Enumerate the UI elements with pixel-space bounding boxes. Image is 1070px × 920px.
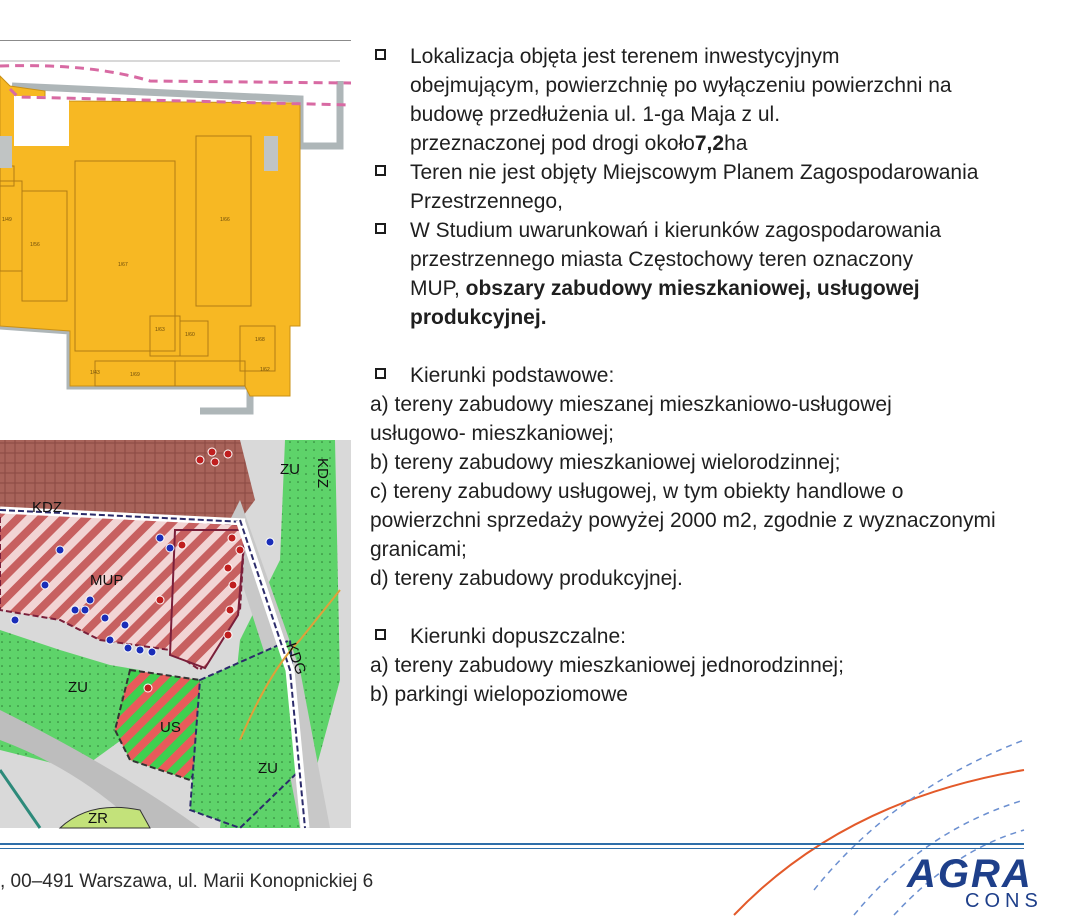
text-line: Kierunki podstawowe: xyxy=(410,364,615,387)
parcel-label: 1/68 xyxy=(255,337,265,343)
text-line: obejmującym, powierzchnię po wyłączeniu powierzchni na xyxy=(410,74,952,97)
text-bold: obszary zabudowy mieszkaniowej, usługowej xyxy=(465,277,920,300)
map-label-zu: ZU xyxy=(258,760,278,777)
site-plan-map xyxy=(0,40,351,427)
text-line: Lokalizacja objęta jest terenem inwestycyjnym xyxy=(410,45,840,68)
parcel-label: 1/69 xyxy=(130,372,140,378)
text-line: Przestrzennego, xyxy=(410,190,563,213)
text-line: a) tereny zabudowy mieszkaniowej jednorodzinnej; xyxy=(370,654,844,677)
description-text xyxy=(370,42,1070,709)
checkbox-bullet-icon xyxy=(375,629,386,640)
checkbox-bullet-icon xyxy=(375,223,386,234)
bullet-item xyxy=(370,622,1070,651)
text-bold: produkcyjnej. xyxy=(410,306,547,329)
company-logo-subtitle: CONS xyxy=(965,890,1043,912)
map-label-kdz: KDZ xyxy=(32,499,62,516)
bullet-item xyxy=(370,361,1070,390)
zoning-study-map xyxy=(0,440,351,828)
map-label-kdg: KDG xyxy=(282,640,310,677)
text-line: Kierunki dopuszczalne: xyxy=(410,625,626,648)
text-line: granicami; xyxy=(370,538,467,561)
checkbox-bullet-icon xyxy=(375,165,386,176)
map-label-kdz-vertical: KDZ xyxy=(314,458,331,488)
text-line: usługowo- mieszkaniowej; xyxy=(370,422,614,445)
text-line: przestrzennego miasta Częstochowy teren oznaczony xyxy=(410,248,914,271)
company-logo: AGRA xyxy=(907,852,1033,896)
text-line: d) tereny zabudowy produkcyjnej. xyxy=(370,567,683,590)
text-line xyxy=(410,274,1070,303)
map-label-zu: ZU xyxy=(280,461,300,478)
text-line xyxy=(410,303,1070,332)
text-line: powierzchni sprzedaży powyżej 2000 m2, zgodnie z wyznaczonymi xyxy=(370,509,996,532)
checkbox-bullet-icon xyxy=(375,368,386,379)
parcel-label: 1/49 xyxy=(2,217,12,223)
map-label-mup: MUP xyxy=(90,572,124,589)
parcel-label: 1/63 xyxy=(155,327,165,333)
parcel-label: 1/62 xyxy=(260,367,270,373)
parcel-label: 1/56 xyxy=(30,242,40,248)
map-label-zu: ZU xyxy=(68,679,88,696)
parcel-label: 1/66 xyxy=(220,217,230,223)
parcel-label: 1/43 xyxy=(90,370,100,376)
map-label-us: US xyxy=(160,719,181,736)
footer-divider xyxy=(0,848,1024,849)
bullet-item xyxy=(370,42,1070,158)
map-label-zr: ZR xyxy=(88,810,108,827)
text-line: b) parkingi wielopoziomowe xyxy=(370,683,628,706)
text-line: b) tereny zabudowy mieszkaniowej wielorodzinnej; xyxy=(370,451,841,474)
text-line: W Studium uwarunkowań i kierunków zagospodarowania xyxy=(410,219,942,242)
parcel-label: 1/67 xyxy=(118,262,128,268)
text-fragment: ha xyxy=(724,132,748,155)
bullet-item xyxy=(370,158,1070,216)
text-line: a) tereny zabudowy mieszanej mieszkaniowo-usługowej xyxy=(370,393,892,416)
footer-address: , 00–491 Warszawa, ul. Marii Konopnickiej 6 xyxy=(0,871,374,892)
text-line: budowę przedłużenia ul. 1-ga Maja z ul. xyxy=(410,103,781,126)
text-line xyxy=(410,129,1070,158)
text-fragment: MUP, xyxy=(410,277,460,300)
footer-divider xyxy=(0,843,1024,845)
bullet-item xyxy=(370,216,1070,332)
text-fragment: przeznaczonej pod drogi około xyxy=(410,132,695,155)
area-value: 7,2 xyxy=(694,132,725,155)
checkbox-bullet-icon xyxy=(375,49,386,60)
text-line: c) tereny zabudowy usługowej, w tym obiekty handlowe o xyxy=(370,480,904,503)
text-line: Teren nie jest objęty Miejscowym Planem Zagospodarowania xyxy=(410,161,979,184)
parcel-label: 1/60 xyxy=(185,332,195,338)
